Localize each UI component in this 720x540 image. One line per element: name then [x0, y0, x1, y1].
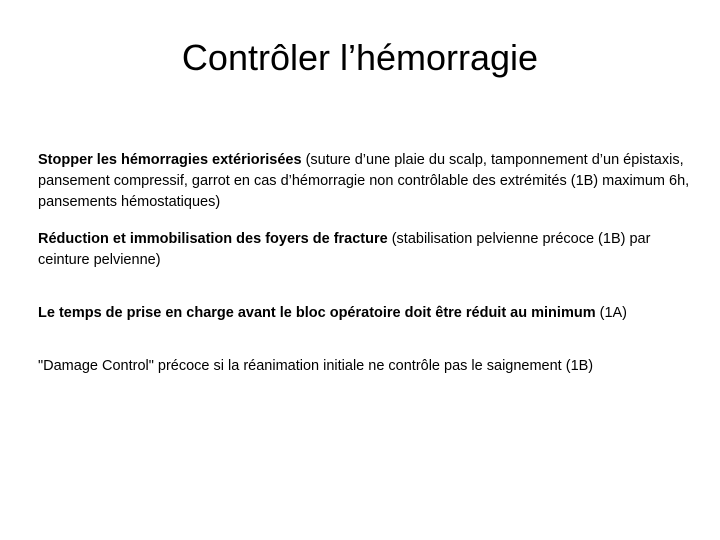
paragraph-lead: Le temps de prise en charge avant le bloc opératoire doit être réduit au minimum	[38, 305, 596, 321]
paragraph-text: (suture d’une plaie du scalp, tamponnement d’un épistaxis, pansement compressif, garrot en cas d’hémorragie non contrôlable des extrémités (1B) maximum 6h, pansements hémostatiques)	[38, 152, 690, 210]
paragraph-text: "Damage Control" précoce si la réanimation initiale ne contrôle pas le saignement (1B)	[38, 358, 594, 374]
paragraph-damage-control	[38, 356, 698, 377]
paragraph-text: (stabilisation pelvienne précoce (1B) par ceinture pelvienne)	[38, 231, 651, 268]
slide-title: Contrôler l’hémorragie	[181, 37, 539, 78]
paragraph-external-hemorrhage	[38, 150, 698, 213]
paragraph-time-to-surgery	[38, 303, 698, 324]
slide-body	[38, 150, 698, 377]
paragraph-lead: Réduction et immobilisation des foyers de fracture	[38, 231, 388, 247]
paragraph-text: (1A)	[595, 305, 628, 321]
paragraph-lead: Stopper les hémorragies extériorisées	[38, 152, 302, 168]
paragraph-fracture-immobilisation	[38, 229, 698, 271]
